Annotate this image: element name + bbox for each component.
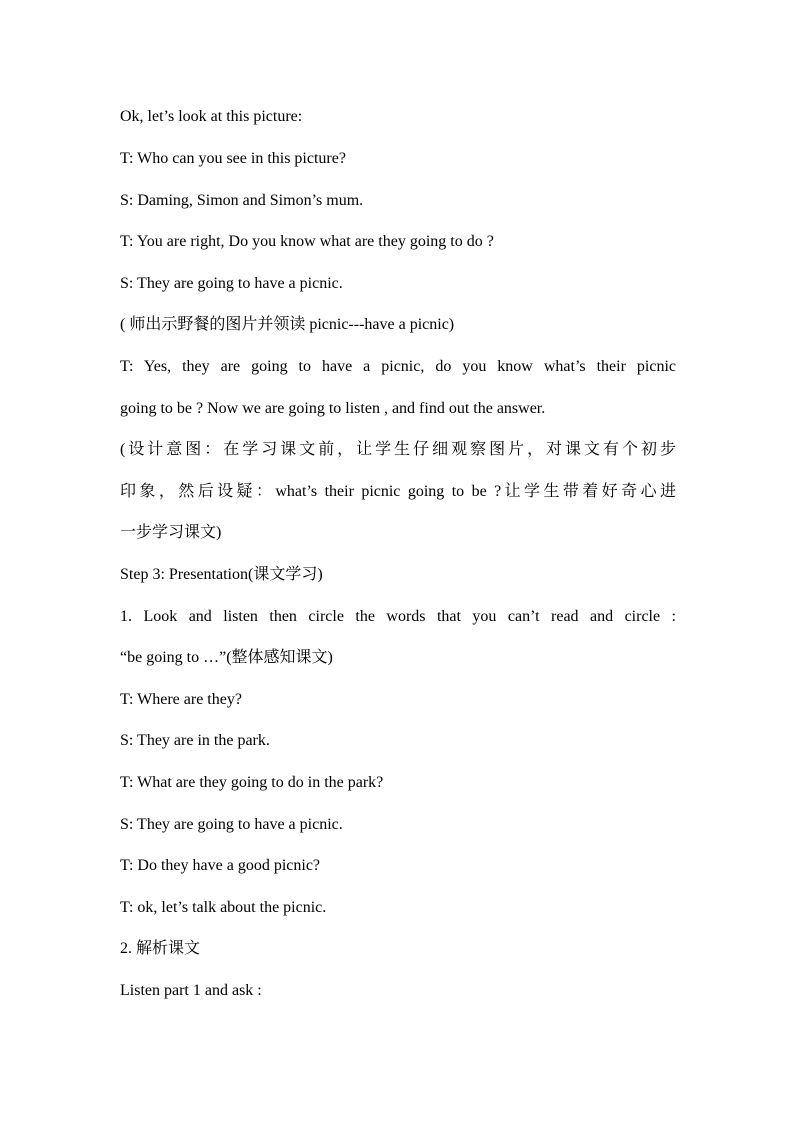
text-line-22: Listen part 1 and ask : <box>120 982 262 999</box>
text-line-16: S: They are in the park. <box>120 732 270 749</box>
text-line-13: 1. Look and listen then circle the words that you can’t read and circle : <box>120 608 676 625</box>
text-line-9: (设计意图：在学习课文前，让学生仔细观察图片，对课文有个初步 <box>120 441 676 458</box>
text-line-21: 2. 解析课文 <box>120 940 201 957</box>
text-line-18: S: They are going to have a picnic. <box>120 816 343 833</box>
text-line-11: 一步学习课文) <box>120 524 222 541</box>
text-line-3: S: Daming, Simon and Simon’s mum. <box>120 192 364 209</box>
text-line-1: Ok, let’s look at this picture: <box>120 108 303 125</box>
text-line-17: T: What are they going to do in the park? <box>120 774 384 791</box>
text-line-8: going to be ? Now we are going to listen , and find out the answer. <box>120 400 546 417</box>
text-line-19: T: Do they have a good picnic? <box>120 857 321 874</box>
text-line-5: S: They are going to have a picnic. <box>120 275 343 292</box>
text-line-20: T: ok, let’s talk about the picnic. <box>120 899 327 916</box>
text-line-6: ( 师出示野餐的图片并领读 picnic---have a picnic) <box>120 316 455 333</box>
text-line-15: T: Where are they? <box>120 691 242 708</box>
text-line-10: 印象，然后设疑：what’s their picnic going to be ?让学生带着好奇心进 <box>120 483 676 500</box>
text-line-4: T: You are right, Do you know what are they going to do ? <box>120 233 494 250</box>
text-line-2: T: Who can you see in this picture? <box>120 150 346 167</box>
text-line-14: “be going to …”(整体感知课文) <box>120 649 333 666</box>
text-line-7: T: Yes, they are going to have a picnic, do you know what’s their picnic <box>120 358 676 375</box>
text-line-12: Step 3: Presentation(课文学习) <box>120 566 323 583</box>
